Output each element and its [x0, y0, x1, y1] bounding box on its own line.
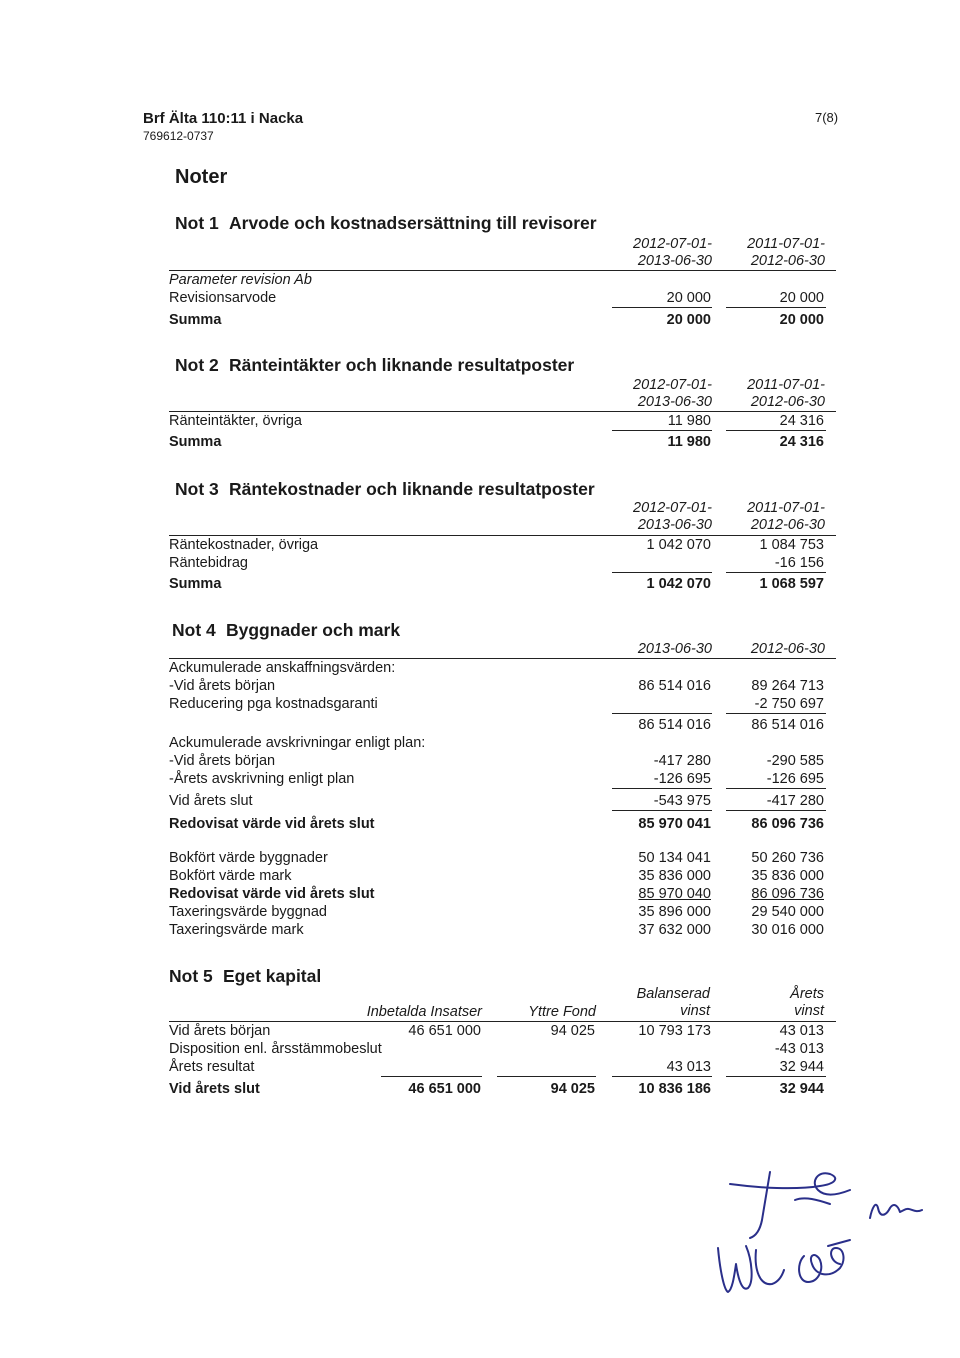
note4-detail-row [169, 849, 834, 867]
total-label: Vid årets slut [169, 1081, 260, 1097]
note4-acq-row [169, 695, 834, 713]
total-current: 11 980 [667, 434, 711, 450]
total-label: Summa [169, 312, 222, 328]
note5-title: Eget kapital [223, 966, 322, 986]
note5-col-c-header [580, 986, 710, 1020]
association-name: Brf Älta 110:11 i Nacka [143, 110, 304, 127]
row-value-prior: 30 016 000 [751, 922, 824, 938]
note4-col1-header: 2013-06-30 [637, 641, 712, 657]
period-end: 2012-06-30 [750, 394, 825, 410]
row-value-prior: 50 260 736 [751, 850, 824, 866]
row-label: Disposition enl. årsstämmobeslut [169, 1041, 382, 1057]
total-label: Summa [169, 434, 222, 450]
note5-total-row [169, 1080, 834, 1098]
period-end: 2013-06-30 [637, 517, 712, 533]
signature-initials-1 [730, 1173, 850, 1194]
period-end: 2013-06-30 [637, 394, 712, 410]
note4-acq-heading: Ackumulerade anskaffningsvärden: [169, 660, 396, 676]
row-value-prior: -16 156 [774, 555, 824, 571]
value-balanserad-vinst: 10 793 173 [638, 1023, 711, 1039]
sum-rule [497, 1076, 596, 1077]
row-value-prior: -126 695 [766, 771, 824, 787]
note1-title: Arvode och kostnadsersättning till revisorer [229, 213, 597, 233]
row-label: Taxeringsvärde byggnad [169, 904, 327, 920]
row-value-prior: 20 000 [779, 290, 824, 306]
period-end: 2013-06-30 [637, 253, 712, 269]
note1-heading [175, 213, 597, 234]
row-value-current: 50 134 041 [638, 850, 711, 866]
note4-col2-header: 2012-06-30 [750, 641, 825, 657]
value-arets-vinst: -43 013 [774, 1041, 824, 1057]
period-start: 2012-07-01- [633, 236, 712, 252]
note3-total-row [169, 575, 834, 593]
period-end: 2012-06-30 [750, 253, 825, 269]
signature-initials-2 [870, 1205, 922, 1218]
row-value-current: 20 000 [666, 290, 711, 306]
note5-heading [169, 966, 321, 987]
note3-heading [175, 479, 595, 500]
total-prior: 24 316 [779, 434, 824, 450]
total-prior: 20 000 [779, 312, 824, 328]
row-value-prior: 86 096 736 [751, 886, 824, 902]
note5-col-d-header [700, 986, 824, 1020]
note1-period2-header [675, 236, 825, 270]
note5-col-b-header: Yttre Fond [528, 1004, 596, 1020]
sum-rule [612, 788, 712, 789]
row-value-prior: 1 084 753 [759, 537, 824, 553]
note2-number: Not 2 [175, 355, 219, 375]
period-end: 2012-06-30 [750, 517, 825, 533]
col-c-line2: vinst [680, 1003, 710, 1019]
row-value-prior: 24 316 [779, 413, 824, 429]
row-value-current: 35 896 000 [638, 904, 711, 920]
signature-initials-4 [799, 1248, 843, 1282]
subtotal-current: 86 514 016 [638, 717, 711, 733]
value-arets-vinst: 43 013 [779, 1023, 824, 1039]
sum-rule [726, 713, 826, 714]
signature-stroke [795, 1198, 830, 1204]
note4-book-value [169, 815, 834, 833]
note4-detail-row [169, 921, 834, 939]
row-value-current: 11 980 [667, 413, 711, 429]
row-label: Redovisat värde vid årets slut [169, 886, 375, 902]
total-label: Summa [169, 576, 222, 592]
row-value-current: 37 632 000 [638, 922, 711, 938]
note5-row [169, 1058, 834, 1076]
sum-rule [726, 307, 826, 308]
row-label: Bokfört värde mark [169, 868, 292, 884]
row-value-current: 85 970 040 [638, 886, 711, 902]
note5-row [169, 1022, 834, 1040]
note1-number: Not 1 [175, 213, 219, 233]
total-current: 20 000 [666, 312, 711, 328]
signature-stroke [756, 1250, 784, 1284]
row-value-current: -543 975 [653, 793, 711, 809]
row-label: Ränteintäkter, övriga [169, 413, 302, 429]
row-value-current: -417 280 [653, 753, 711, 769]
row-label: Bokfört värde byggnader [169, 850, 328, 866]
sum-rule [612, 430, 712, 431]
sum-rule [726, 430, 826, 431]
subtotal-prior: 86 514 016 [751, 717, 824, 733]
row-value-current: -126 695 [653, 771, 711, 787]
note4-dep-row [169, 770, 834, 788]
note2-row [169, 412, 834, 430]
value-insatser: 46 651 000 [408, 1023, 481, 1039]
sum-rule [612, 713, 712, 714]
row-label: -Vid årets början [169, 753, 276, 769]
note2-period2-header [675, 377, 825, 411]
note5-col-a-header: Inbetalda Insatser [366, 1004, 482, 1020]
note2-title: Ränteintäkter och liknande resultatposter [229, 355, 575, 375]
sum-rule [726, 810, 826, 811]
row-label: Vid årets början [169, 1023, 271, 1039]
row-value-prior: 35 836 000 [751, 868, 824, 884]
row-value-prior: 29 540 000 [751, 904, 824, 920]
period-start: 2011-07-01- [747, 236, 825, 252]
total-insatser: 46 651 000 [408, 1081, 481, 1097]
org-number: 769612-0737 [143, 129, 214, 143]
note4-dep-end [169, 792, 834, 810]
row-label: -Årets avskrivning enligt plan [169, 771, 355, 787]
sum-rule [381, 1076, 482, 1077]
row-value-prior: -417 280 [766, 793, 824, 809]
total-current: 85 970 041 [638, 816, 711, 832]
note1-subheading: Parameter revision Ab [169, 272, 312, 288]
total-yttre-fond: 94 025 [550, 1081, 595, 1097]
row-label: Räntekostnader, övriga [169, 537, 319, 553]
period-start: 2011-07-01- [747, 500, 825, 516]
total-current: 1 042 070 [646, 576, 711, 592]
page-title: Noter [175, 166, 228, 188]
col-c-line1: Balanserad [636, 986, 710, 1002]
col-d-line2: vinst [794, 1003, 824, 1019]
handwritten-signatures [700, 1160, 940, 1310]
note3-row [169, 536, 834, 554]
signature-stroke [750, 1172, 770, 1238]
sum-rule [726, 788, 826, 789]
note4-acq-total [169, 716, 834, 734]
note4-dep-row [169, 752, 834, 770]
row-value-current: 1 042 070 [646, 537, 711, 553]
note5-number: Not 5 [169, 966, 213, 986]
row-value-current: 86 514 016 [638, 678, 711, 694]
row-label: Räntebidrag [169, 555, 248, 571]
note3-period2-header [675, 500, 825, 534]
note4-detail-row [169, 867, 834, 885]
note1-row [169, 289, 834, 307]
note3-title: Räntekostnader och liknande resultatposter [229, 479, 595, 499]
col-d-line1: Årets [790, 986, 824, 1002]
note4-detail-row [169, 903, 834, 921]
note4-title: Byggnader och mark [226, 620, 401, 640]
row-value-prior: -2 750 697 [754, 696, 824, 712]
sum-rule [612, 572, 712, 573]
total-arets-vinst: 32 944 [779, 1081, 824, 1097]
sum-rule [612, 810, 712, 811]
row-value-prior: -290 585 [766, 753, 824, 769]
note4-number: Not 4 [172, 620, 216, 640]
signature-initials-3 [718, 1246, 752, 1292]
total-label: Redovisat värde vid årets slut [169, 816, 375, 832]
total-prior: 86 096 736 [751, 816, 824, 832]
sum-rule [612, 1076, 712, 1077]
value-yttre-fond: 94 025 [550, 1023, 595, 1039]
note5-row [169, 1040, 834, 1058]
note1-total-row [169, 311, 834, 329]
row-label: Reducering pga kostnadsgaranti [169, 696, 378, 712]
note3-row [169, 554, 834, 572]
total-prior: 1 068 597 [759, 576, 824, 592]
row-value-current: 35 836 000 [638, 868, 711, 884]
row-label: Årets resultat [169, 1059, 255, 1075]
note2-total-row [169, 433, 834, 451]
row-label: -Vid årets början [169, 678, 276, 694]
row-label: Vid årets slut [169, 793, 253, 809]
period-start: 2012-07-01- [633, 500, 712, 516]
sum-rule [726, 1076, 826, 1077]
total-balanserad-vinst: 10 836 186 [638, 1081, 711, 1097]
row-value-prior: 89 264 713 [751, 678, 824, 694]
sum-rule [612, 307, 712, 308]
note4-heading [172, 620, 400, 641]
sum-rule [726, 572, 826, 573]
signature-stroke [828, 1240, 850, 1246]
page-number: 7(8) [815, 110, 839, 125]
row-label: Taxeringsvärde mark [169, 922, 304, 938]
note4-acq-row [169, 677, 834, 695]
period-start: 2011-07-01- [747, 377, 825, 393]
note4-detail-row [169, 885, 834, 903]
note4-dep-heading: Ackumulerade avskrivningar enligt plan: [169, 735, 426, 751]
period-start: 2012-07-01- [633, 377, 712, 393]
note2-heading [175, 355, 574, 376]
value-balanserad-vinst: 43 013 [666, 1059, 711, 1075]
row-label: Revisionsarvode [169, 290, 277, 306]
note3-number: Not 3 [175, 479, 219, 499]
value-arets-vinst: 32 944 [779, 1059, 824, 1075]
